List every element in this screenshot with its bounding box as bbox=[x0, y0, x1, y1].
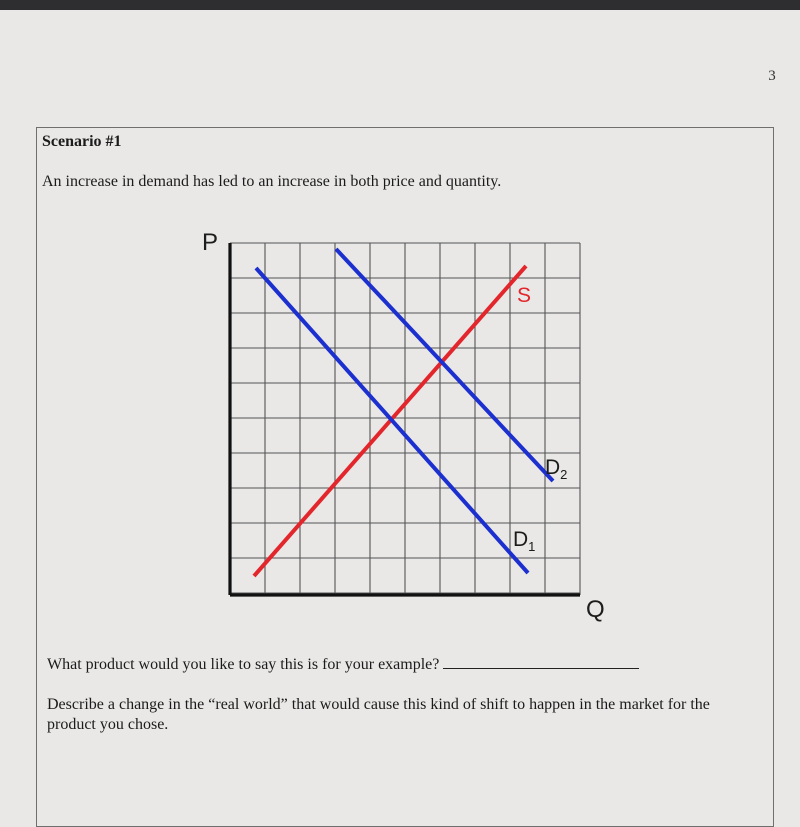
y-axis-label: P bbox=[202, 229, 219, 256]
d1-label bbox=[513, 528, 535, 554]
question-product bbox=[47, 654, 639, 674]
page-number: 3 bbox=[768, 68, 776, 84]
d2-label-letter: D bbox=[545, 456, 561, 479]
d2-label-subscript: 2 bbox=[560, 467, 568, 482]
x-axis-label: Q bbox=[586, 596, 605, 623]
question-real-world-change: Describe a change in the “real world” that would cause this kind of shift to happen in the market for the product you chose. bbox=[47, 696, 710, 733]
d1-label-letter: D bbox=[513, 528, 529, 551]
supply-label: S bbox=[517, 284, 532, 307]
d1-label-subscript: 1 bbox=[528, 539, 536, 554]
d2-label bbox=[545, 456, 567, 482]
answer-blank-line[interactable] bbox=[443, 654, 639, 669]
scenario-text: An increase in demand has led to an increase in both price and quantity. bbox=[42, 173, 502, 190]
scenario-title: Scenario #1 bbox=[42, 133, 122, 150]
question-product-text: What product would you like to say this is for your example? bbox=[47, 656, 440, 673]
